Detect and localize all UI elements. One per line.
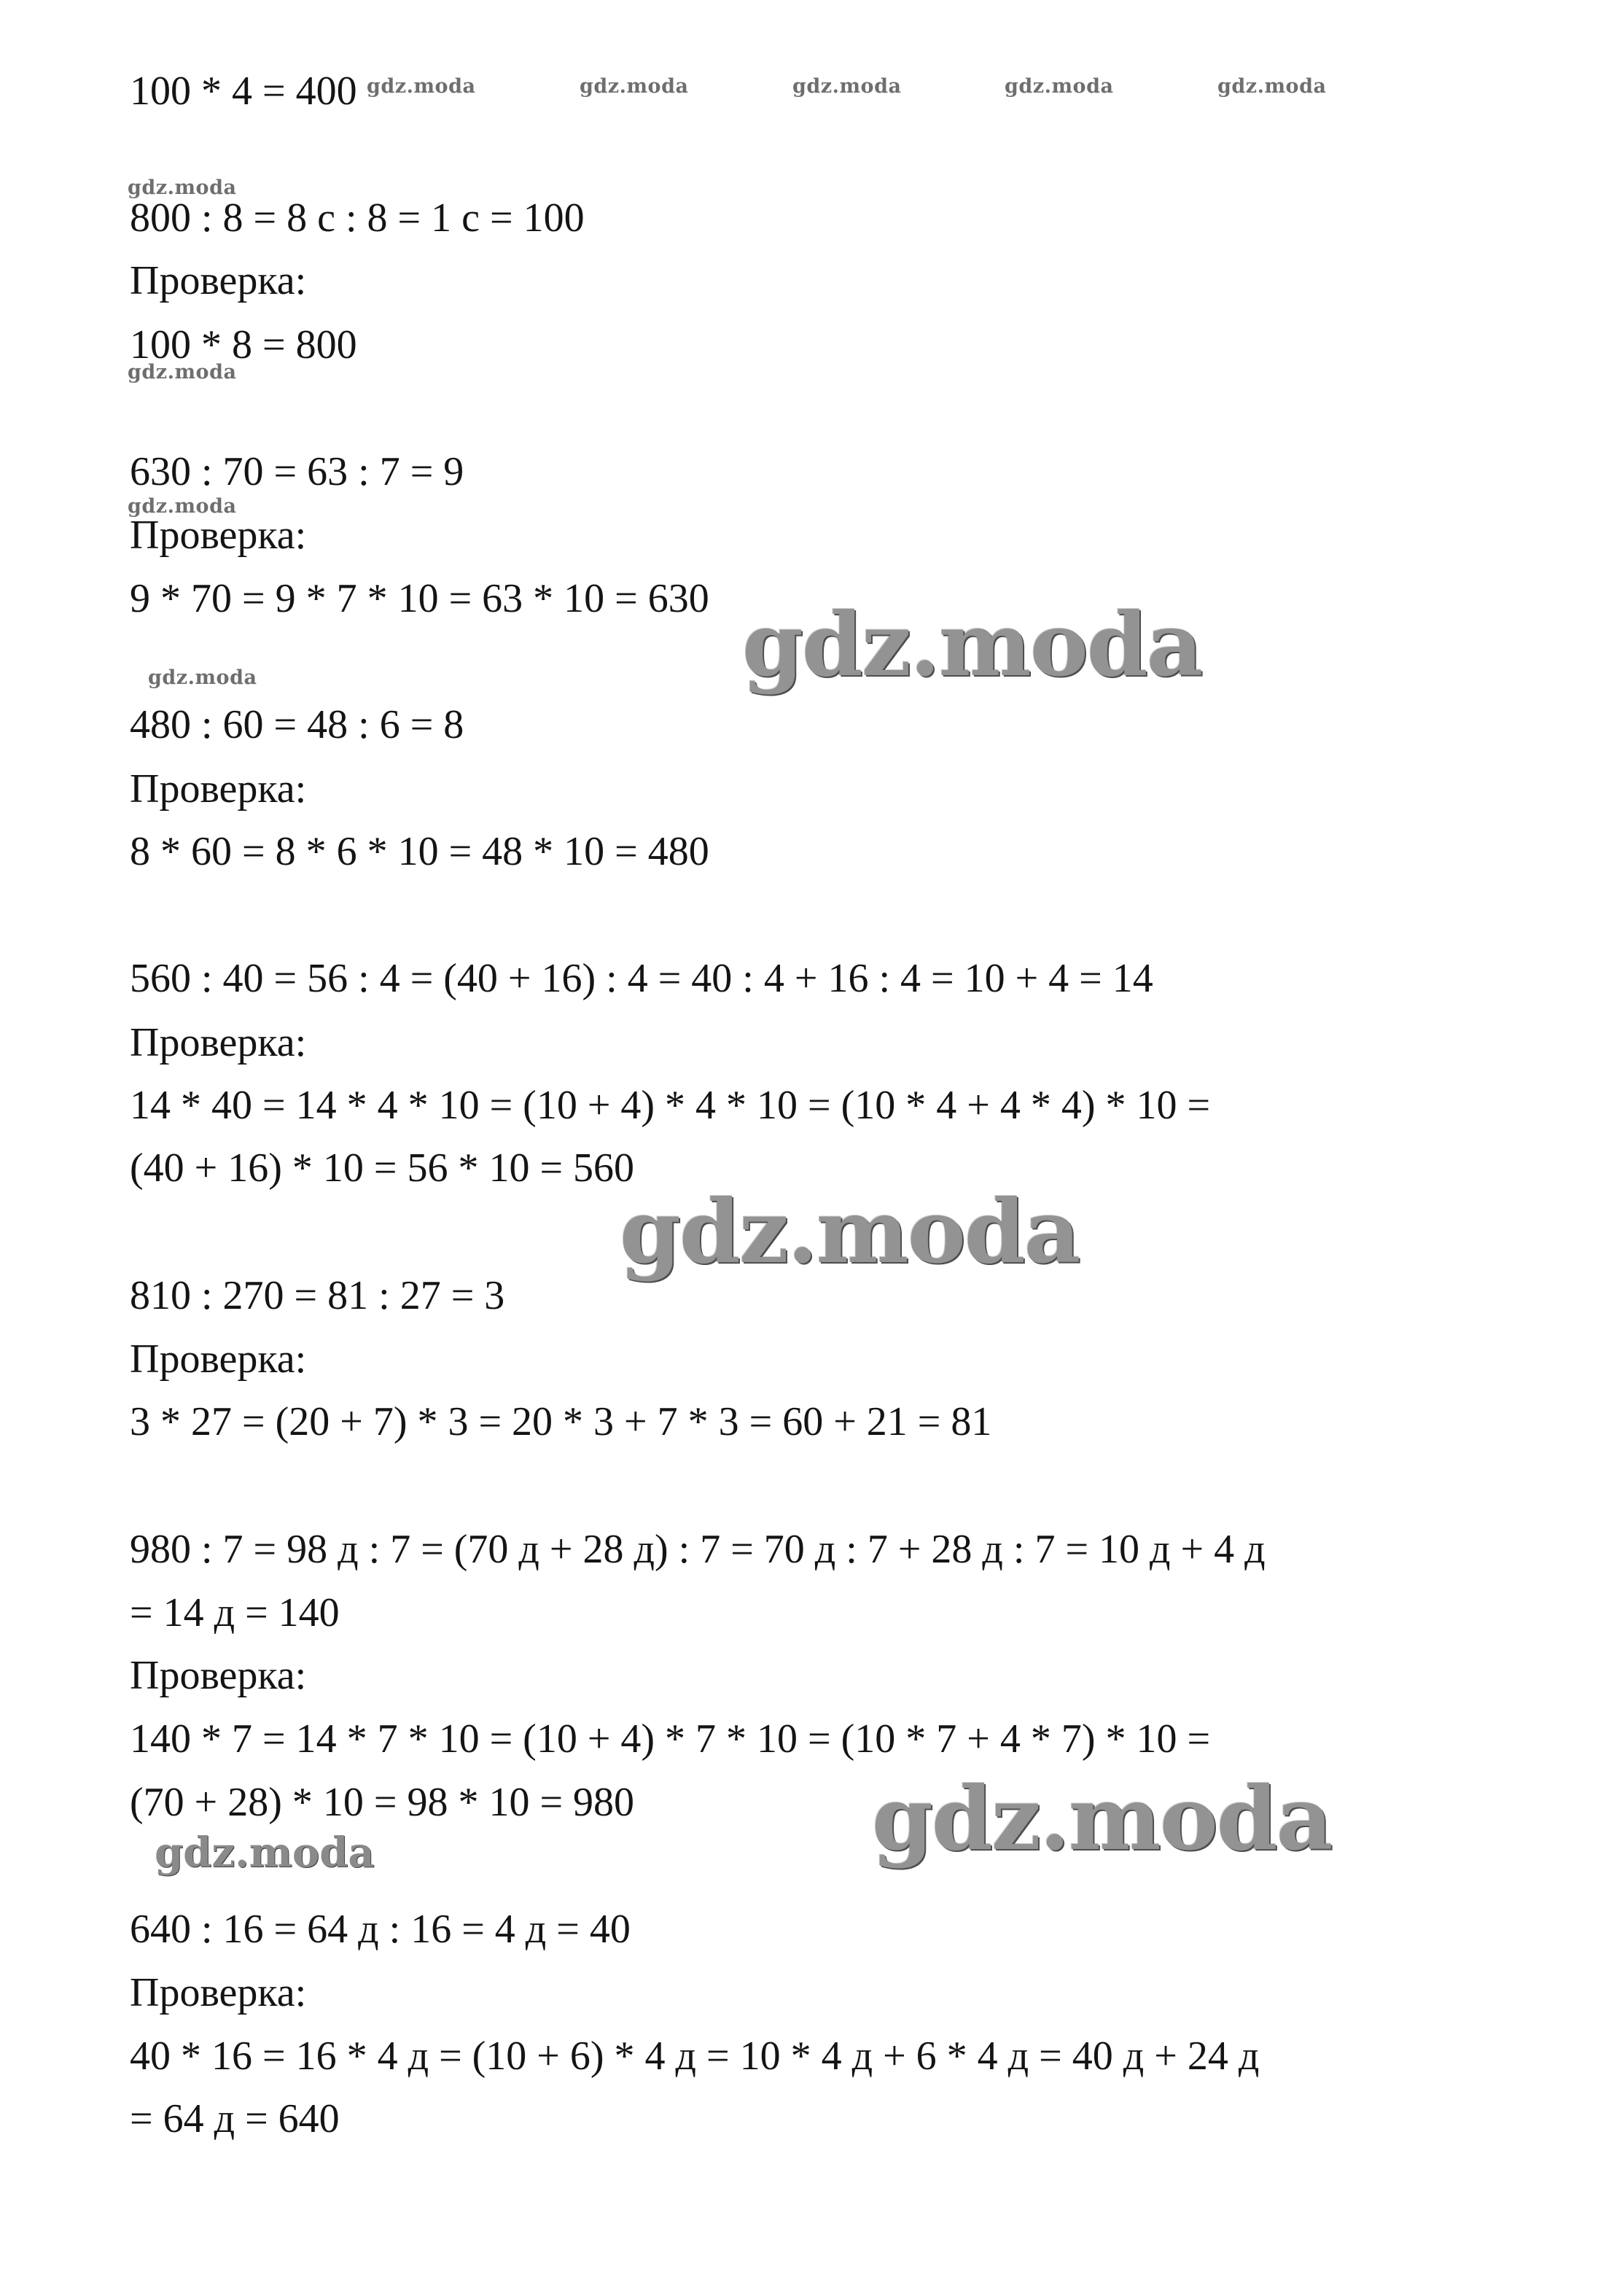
watermark: gdz.moda — [1217, 75, 1327, 98]
solution-line: (70 + 28) * 10 = 98 * 10 = 980 — [130, 1780, 635, 1825]
watermark: gdz.moda — [128, 495, 237, 518]
solution-line: 800 : 8 = 8 с : 8 = 1 с = 100 — [130, 195, 585, 241]
watermark: gdz.moda — [792, 75, 902, 98]
solution-line: 140 * 7 = 14 * 7 * 10 = (10 + 4) * 7 * 10 = (10 * 7 + 4 * 7) * 10 = — [130, 1716, 1211, 1762]
solution-line: = 64 д = 640 — [130, 2096, 340, 2141]
check-label: Проверка: — [130, 766, 307, 812]
solution-line: 480 : 60 = 48 : 6 = 8 — [130, 702, 464, 747]
check-label: Проверка: — [130, 1653, 307, 1698]
watermark: gdz.moda — [580, 75, 689, 98]
watermark: gdz.moda — [742, 594, 1202, 696]
solution-line: 9 * 70 = 9 * 7 * 10 = 63 * 10 = 630 — [130, 576, 709, 621]
watermark: gdz.moda — [367, 75, 476, 98]
solution-line: 640 : 16 = 64 д : 16 = 4 д = 40 — [130, 1907, 631, 1952]
check-label: Проверка: — [130, 1970, 307, 2015]
solution-line: 100 * 4 = 400 — [130, 69, 357, 114]
solution-line: 100 * 8 = 800 — [130, 322, 357, 367]
solution-line: 8 * 60 = 8 * 6 * 10 = 48 * 10 = 480 — [130, 829, 709, 874]
solution-line: 630 : 70 = 63 : 7 = 9 — [130, 449, 464, 494]
watermark: gdz.moda — [128, 176, 237, 199]
check-label: Проверка: — [130, 258, 307, 303]
solution-line: 980 : 7 = 98 д : 7 = (70 д + 28 д) : 7 = 70 д : 7 + 28 д : 7 = 10 д + 4 д — [130, 1527, 1266, 1572]
solution-line: (40 + 16) * 10 = 56 * 10 = 560 — [130, 1145, 635, 1191]
solution-line: 810 : 270 = 81 : 27 = 3 — [130, 1273, 505, 1318]
solution-line: 560 : 40 = 56 : 4 = (40 + 16) : 4 = 40 : 4 + 16 : 4 = 10 + 4 = 14 — [130, 956, 1153, 1001]
solution-line: = 14 д = 140 — [130, 1590, 340, 1635]
watermark: gdz.moda — [620, 1180, 1080, 1283]
solution-line: 14 * 40 = 14 * 4 * 10 = (10 + 4) * 4 * 10 = (10 * 4 + 4 * 4) * 10 = — [130, 1083, 1211, 1128]
check-label: Проверка: — [130, 1336, 307, 1382]
watermark: gdz.moda — [155, 1829, 375, 1877]
watermark: gdz.moda — [1005, 75, 1114, 98]
solution-line: 40 * 16 = 16 * 4 д = (10 + 6) * 4 д = 10 * 4 д + 6 * 4 д = 40 д + 24 д — [130, 2034, 1260, 2079]
watermark: gdz.moda — [872, 1767, 1332, 1870]
solution-line: 3 * 27 = (20 + 7) * 3 = 20 * 3 + 7 * 3 = 60 + 21 = 81 — [130, 1399, 992, 1444]
watermark: gdz.moda — [148, 666, 257, 689]
check-label: Проверка: — [130, 1020, 307, 1065]
watermark: gdz.moda — [128, 361, 237, 384]
check-label: Проверка: — [130, 513, 307, 558]
